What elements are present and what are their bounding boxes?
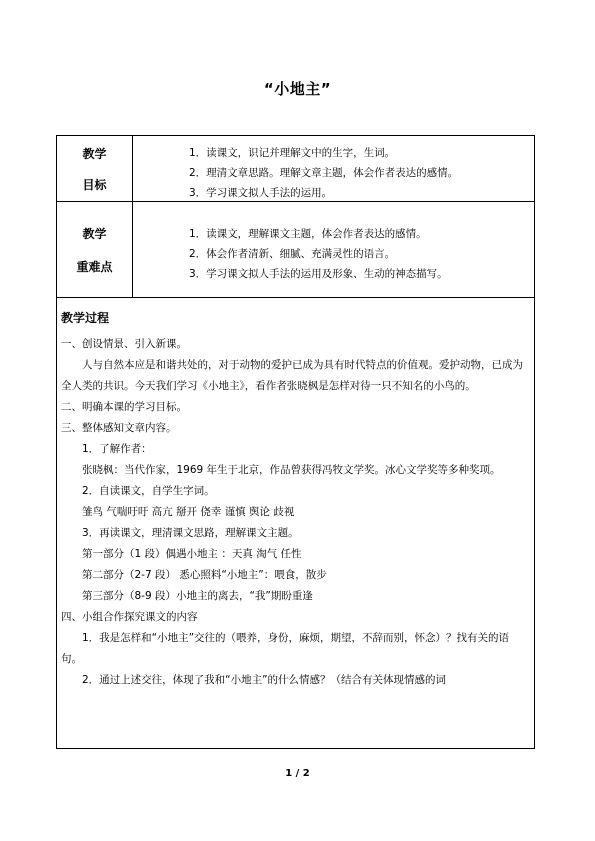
process-paragraph: 1．我是怎样和“小地主”交往的（喂养，身份，麻烦，期望，不辞而别，怀念）？找有关的语句。 [61, 632, 510, 665]
process-line: 第三部分（8-9 段）小地主的离去，“我”期盼重逢 [82, 590, 313, 602]
process-paragraph: 人与自然本应是和谐共处的，对于动物的爱护已成为具有时代特点的价值观。爱护动物，已成为全人类的共识。今天我们学习《小地主》，看作者张晓枫是怎样对待一只不知名的小鸟的。 [61, 359, 523, 392]
document-title: “小地主” [263, 80, 332, 98]
process-line: 第一部分（1 段）偶遇小地主 ：天真 淘气 任性 [82, 548, 302, 560]
label-line: 目标 [82, 177, 107, 192]
process-line: 四、小组合作探究课文的内容 [61, 611, 198, 623]
process-line: 3．再读课文，理清课文思路，理解课文主题。 [82, 527, 299, 539]
key-point-item: 1．读课文，理解课文主题，体会作者表达的感情。 [189, 228, 427, 240]
key-point-item: 2．体会作者清新、细腻、充满灵性的语言。 [189, 248, 396, 260]
teaching-goals-content [133, 136, 534, 201]
process-paragraph: 张晓枫：当代作家，1969 年生于北京，作品曾获得冯牧文学奖。冰心文学奖等多种奖项。 [82, 464, 501, 476]
process-line: 一、创设情景、引入新课。 [61, 338, 187, 350]
process-line: 雏鸟 气喘吁吁 高亢 掰开 侥幸 谨慎 舆论 歧视 [82, 506, 295, 518]
key-points-row [57, 202, 534, 298]
teaching-goals-label [57, 136, 133, 201]
page-number: 1 / 2 [285, 768, 310, 779]
teaching-process-section [57, 298, 534, 748]
process-line: 1．了解作者： [82, 443, 152, 455]
process-line: 2．自读课文，自学生字词。 [82, 485, 215, 497]
process-line: 第二部分（2-7 段） 悉心照料“小地主”：喂食，散步 [82, 569, 327, 581]
label-line: 教学 [82, 226, 107, 241]
key-points-label [57, 202, 133, 297]
teaching-goals-row [57, 136, 534, 202]
process-heading: 教学过程 [61, 311, 110, 325]
goal-item: 2．理清文章思路。理解文章主题，体会作者表达的感情。 [189, 167, 459, 179]
goal-item: 3．学习课文拟人手法的运用。 [189, 187, 333, 199]
process-paragraph: 2．通过上述交往，体现了我和“小地主”的什么情感？（结合有关体现情感的词 [82, 674, 447, 686]
goal-item: 1．读课文，识记并理解文中的生字，生词。 [189, 147, 396, 159]
process-line: 三、整体感知文章内容。 [61, 422, 177, 434]
label-line: 重难点 [76, 259, 113, 274]
key-points-content [133, 202, 534, 297]
lesson-plan-table [56, 135, 535, 749]
key-point-item: 3．学习课文拟人手法的运用及形象、生动的神态描写。 [189, 268, 448, 280]
label-line: 教学 [82, 146, 107, 161]
process-line: 二、明确本课的学习目标。 [61, 401, 187, 413]
